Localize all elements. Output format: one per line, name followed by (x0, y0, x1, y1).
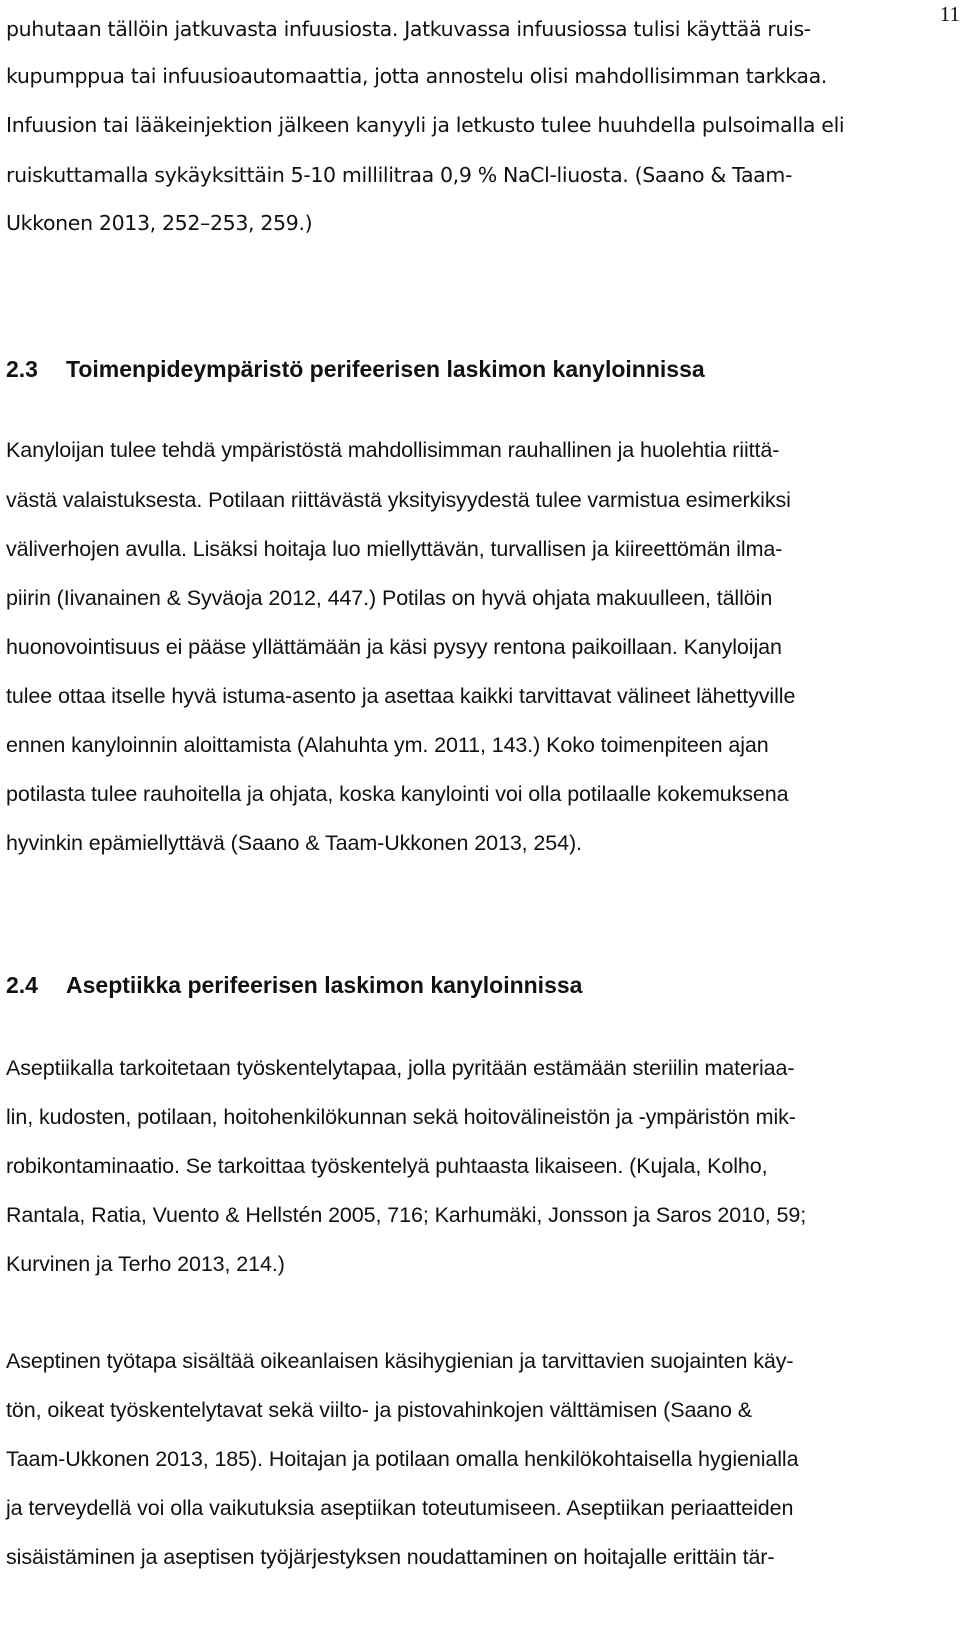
section-number: 2.3 (6, 356, 38, 382)
text-line: sisäistäminen ja aseptisen työjärjestyksen noudattaminen on hoitajalle erittäin tär- (6, 1545, 775, 1569)
text-line: puhutaan tällöin jatkuvasta infuusiosta. Jatkuvassa infuusiossa tulisi käyttää ruis- (6, 17, 811, 41)
text-line: västä valaistuksesta. Potilaan riittävästä yksityisyydestä tulee varmistua esimerkiksi (6, 488, 791, 512)
text-line: potilasta tulee rauhoitella ja ohjata, koska kanylointi voi olla potilaalle kokemuksena (6, 782, 789, 806)
text-line: piirin (Iivanainen & Syväoja 2012, 447.) Potilas on hyvä ohjata makuulleen, tällöin (6, 586, 773, 610)
text-line: väliverhojen avulla. Lisäksi hoitaja luo miellyttävän, turvallisen ja kiireettömän ilma- (6, 537, 783, 561)
text-line: Rantala, Ratia, Vuento & Hellstén 2005, 716; Karhumäki, Jonsson ja Saros 2010, 59; (6, 1203, 807, 1227)
text-line: Ukkonen 2013, 252–253, 259.) (6, 211, 313, 235)
text-line: lin, kudosten, potilaan, hoitohenkilökunnan sekä hoitovälineistön ja -ympäristön mik- (6, 1105, 796, 1129)
section-title: Aseptiikka perifeerisen laskimon kanyloinnissa (66, 972, 583, 998)
text-line: Infuusion tai lääkeinjektion jälkeen kanyyli ja letkusto tulee huuhdella pulsoimalla eli (6, 113, 845, 137)
text-line: Aseptinen työtapa sisältää oikeanlaisen käsihygienian ja tarvittavien suojainten käy- (6, 1349, 794, 1373)
section-title: Toimenpideympäristö perifeerisen laskimon kanyloinnissa (66, 356, 705, 382)
text-line: ennen kanyloinnin aloittamista (Alahuhta ym. 2011, 143.) Koko toimenpiteen ajan (6, 733, 769, 757)
text-line: hyvinkin epämiellyttävä (Saano & Taam-Ukkonen 2013, 254). (6, 831, 582, 855)
section-heading-2-3 (6, 355, 705, 383)
section-heading-2-4 (6, 971, 582, 999)
text-line: Aseptiikalla tarkoitetaan työskentelytapaa, jolla pyritään estämään steriilin materiaa- (6, 1056, 795, 1080)
text-line: kupumppua tai infuusioautomaattia, jotta annostelu olisi mahdollisimman tarkkaa. (6, 64, 827, 88)
text-line: Kanyloijan tulee tehdä ympäristöstä mahdollisimman rauhallinen ja huolehtia riittä- (6, 438, 780, 462)
text-line: Kurvinen ja Terho 2013, 214.) (6, 1252, 285, 1276)
text-line: huonovointisuus ei pääse yllättämään ja käsi pysyy rentona paikoillaan. Kanyloijan (6, 635, 782, 659)
page-number: 11 (939, 2, 960, 26)
text-line: Taam-Ukkonen 2013, 185). Hoitajan ja potilaan omalla henkilökohtaisella hygienialla (6, 1447, 799, 1471)
text-line: ja terveydellä voi olla vaikutuksia aseptiikan toteutumiseen. Aseptiikan periaatteiden (6, 1496, 794, 1520)
text-line: tön, oikeat työskentelytavat sekä viilto- ja pistovahinkojen välttämisen (Saano & (6, 1398, 752, 1422)
text-line: ruiskuttamalla sykäyksittäin 5-10 millilitraa 0,9 % NaCl-liuosta. (Saano & Taam- (6, 163, 793, 187)
text-line: tulee ottaa itselle hyvä istuma-asento ja asettaa kaikki tarvittavat välineet lähettyville (6, 684, 796, 708)
text-line: robikontaminaatio. Se tarkoittaa työskentelyä puhtaasta likaiseen. (Kujala, Kolho, (6, 1154, 768, 1178)
section-number: 2.4 (6, 972, 38, 998)
